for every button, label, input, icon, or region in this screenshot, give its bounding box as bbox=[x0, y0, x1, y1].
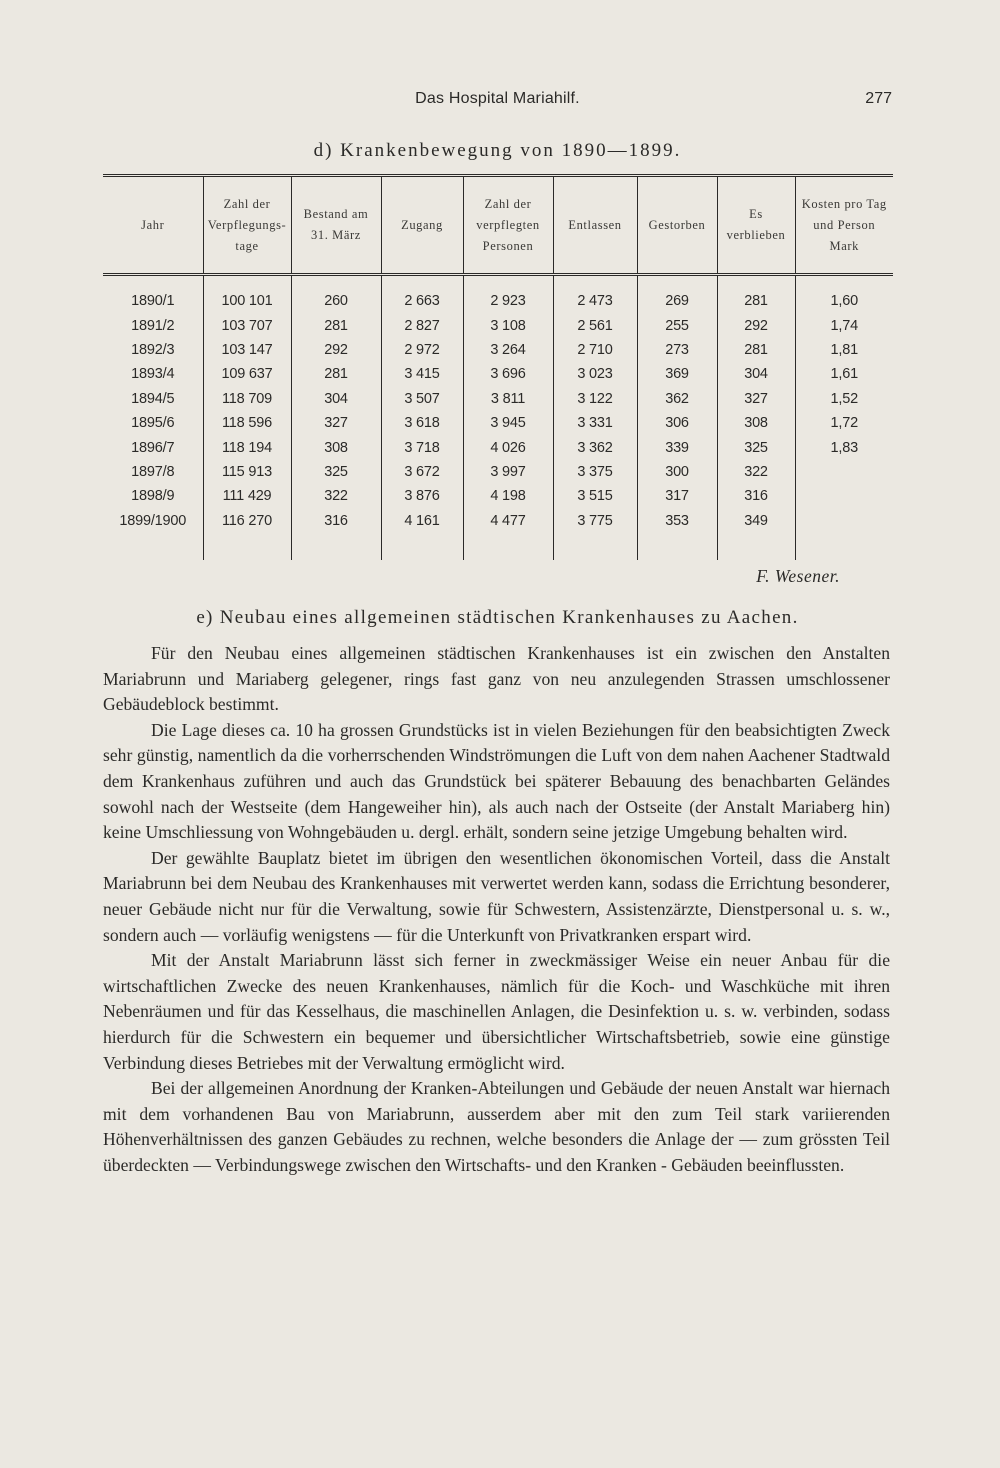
table-cell: 1,61 bbox=[795, 362, 893, 386]
table-cell: 273 bbox=[637, 338, 717, 362]
table-row bbox=[103, 484, 893, 508]
table-cell: 255 bbox=[637, 313, 717, 337]
table-cell: 322 bbox=[717, 460, 795, 484]
table-cell: 3 362 bbox=[553, 435, 637, 459]
table-cell: 3 331 bbox=[553, 411, 637, 435]
table-cell: 1,72 bbox=[795, 411, 893, 435]
table-cell: 325 bbox=[291, 460, 381, 484]
table-cell: 322 bbox=[291, 484, 381, 508]
table-cell: 2 710 bbox=[553, 338, 637, 362]
table-cell: 100 101 bbox=[203, 289, 291, 313]
section-d-heading: d) Krankenbewegung von 1890—1899. bbox=[313, 140, 682, 161]
table-cell: 3 718 bbox=[381, 435, 463, 459]
table-cell: 3 672 bbox=[381, 460, 463, 484]
table-cell: 369 bbox=[637, 362, 717, 386]
paragraph: Bei der allgemeinen Anordnung der Kranken-Abteilungen und Gebäude der neuen Anstalt war hiernach mit dem vorhandenen Bau von Mariabrunn, ausserdem aber mit den zum Teil stark variierenden Höhenverhältnissen des ganzen Gebäudes zu rechnen, welche besonders die Anlage der — zum grössten Teil überdeckten — Verbindungswege zwischen den Wirtschafts- und den Kranken - Gebäuden beeinflussten. bbox=[103, 1078, 890, 1175]
table-cell: 103 707 bbox=[203, 313, 291, 337]
table-cell bbox=[795, 460, 893, 484]
table-row bbox=[103, 509, 893, 533]
table-cell: 1893/4 bbox=[131, 366, 175, 383]
table-cell: 3 515 bbox=[553, 484, 637, 508]
table-cell: 281 bbox=[717, 289, 795, 313]
column-header: Entlassen bbox=[553, 176, 637, 275]
table-cell: 327 bbox=[291, 411, 381, 435]
section-e-heading: e) Neubau eines allgemeinen städtischen Krankenhauses zu Aachen. bbox=[196, 607, 799, 628]
table-row bbox=[103, 338, 893, 362]
paragraph: Für den Neubau eines allgemeinen städtischen Krankenhauses ist ein zwischen den Anstalten Mariabrunn und Mariaberg gelegener, rings fast ganz von neu anzulegenden Strassen umschlossener Gebäudeblock bestimmt. bbox=[103, 643, 890, 715]
table-cell: 2 923 bbox=[463, 289, 553, 313]
body-text bbox=[103, 641, 890, 1178]
table-cell: 353 bbox=[637, 509, 717, 533]
table-cell: 3 811 bbox=[463, 387, 553, 411]
running-head bbox=[103, 90, 892, 114]
table-cell: 292 bbox=[291, 338, 381, 362]
table-cell: 316 bbox=[291, 509, 381, 533]
table-cell: 2 473 bbox=[553, 289, 637, 313]
table-cell: 111 429 bbox=[203, 484, 291, 508]
table-cell: 306 bbox=[637, 411, 717, 435]
table-cell: 1,81 bbox=[795, 338, 893, 362]
table-body bbox=[103, 275, 893, 560]
column-header: Gestorben bbox=[637, 176, 717, 275]
table-cell: 3 876 bbox=[381, 484, 463, 508]
table-row bbox=[103, 289, 893, 313]
table-cell: 2 663 bbox=[381, 289, 463, 313]
table-cell: 109 637 bbox=[203, 362, 291, 386]
column-header: Bestand am 31. März bbox=[291, 176, 381, 275]
table-cell: 3 108 bbox=[463, 313, 553, 337]
column-header: Jahr bbox=[103, 176, 203, 275]
column-header: Kosten pro Tag und Person Mark bbox=[795, 176, 893, 275]
author-signature: F. Wesener. bbox=[756, 566, 840, 586]
table-cell: 260 bbox=[291, 289, 381, 313]
table-cell: 1895/6 bbox=[131, 415, 175, 432]
table-cell: 317 bbox=[637, 484, 717, 508]
table-cell bbox=[795, 509, 893, 533]
paragraph: Mit der Anstalt Mariabrunn lässt sich ferner in zweckmässiger Weise ein neuer Anbau für die wirtschaftlichen Zwecke des neuen Krankenhauses, nämlich für die Koch- und Waschküche mit ihren Nebenräumen und für das Kesselhaus, die maschinellen Anlagen, die Desinfektion u. s. w. verbinden, sodass hierdurch für die Schwestern ein bequemer und übersichtlicher Wirtschaftsbetrieb, sowie eine günstige Verbindung dieses Betriebes mit der Verwaltung ermöglicht wird. bbox=[103, 950, 890, 1073]
table-cell: 1892/3 bbox=[131, 341, 175, 358]
table-cell: 1,60 bbox=[795, 289, 893, 313]
table-cell: 304 bbox=[717, 362, 795, 386]
table-cell: 1899/1900 bbox=[119, 512, 187, 529]
table-cell: 4 477 bbox=[463, 509, 553, 533]
table-cell: 103 147 bbox=[203, 338, 291, 362]
table-row bbox=[103, 387, 893, 411]
table-cell: 3 023 bbox=[553, 362, 637, 386]
table-cell: 1891/2 bbox=[131, 317, 175, 334]
table-cell: 1894/5 bbox=[131, 390, 175, 407]
page-number: 277 bbox=[865, 90, 892, 107]
table-cell: 3 415 bbox=[381, 362, 463, 386]
column-header: Zugang bbox=[381, 176, 463, 275]
table-row bbox=[103, 313, 893, 337]
table-cell: 325 bbox=[717, 435, 795, 459]
table-cell: 4 026 bbox=[463, 435, 553, 459]
column-header: Zahl der Verpflegungs-tage bbox=[203, 176, 291, 275]
table-cell: 3 696 bbox=[463, 362, 553, 386]
table-cell: 1,83 bbox=[795, 435, 893, 459]
table-cell: 2 827 bbox=[381, 313, 463, 337]
table-cell: 1898/9 bbox=[131, 488, 175, 505]
paragraph: Die Lage dieses ca. 10 ha grossen Grundstücks ist in vielen Beziehungen für den beabsichtigten Zweck sehr günstig, namentlich da die vorherrschenden Windströmungen die Luft von dem nahen Aachener Stadtwald dem Krankenhaus zuführen und auch das Grundstück bei späterer Bebauung des benachbarten Geländes sowohl nach der Westseite (dem Hangeweiher hin), als auch nach der Ostseite (der Anstalt Mariaberg hin) keine Umschliessung von Wohngebäuden u. dergl. erhält, sondern seine jetzige Umgebung behalten wird. bbox=[103, 719, 890, 843]
running-title: Das Hospital Mariahilf. bbox=[415, 90, 580, 107]
patient-movement-table bbox=[103, 174, 893, 560]
table-row bbox=[103, 435, 893, 459]
table-cell: 349 bbox=[717, 509, 795, 533]
table-cell: 281 bbox=[717, 338, 795, 362]
table-cell: 3 775 bbox=[553, 509, 637, 533]
table-cell: 2 561 bbox=[553, 313, 637, 337]
table-cell: 269 bbox=[637, 289, 717, 313]
table-cell: 2 972 bbox=[381, 338, 463, 362]
table-cell: 116 270 bbox=[203, 509, 291, 533]
table-cell: 281 bbox=[291, 362, 381, 386]
table-cell: 3 945 bbox=[463, 411, 553, 435]
table-cell: 1890/1 bbox=[131, 293, 175, 310]
table-cell: 304 bbox=[291, 387, 381, 411]
table-cell: 4 198 bbox=[463, 484, 553, 508]
table-cell: 1897/8 bbox=[131, 463, 175, 480]
table-cell: 308 bbox=[291, 435, 381, 459]
table-cell: 118 709 bbox=[203, 387, 291, 411]
table-cell: 1,74 bbox=[795, 313, 893, 337]
table-cell: 3 618 bbox=[381, 411, 463, 435]
table-cell: 327 bbox=[717, 387, 795, 411]
table-cell: 1,52 bbox=[795, 387, 893, 411]
table-cell: 4 161 bbox=[381, 509, 463, 533]
table-cell: 339 bbox=[637, 435, 717, 459]
table-cell: 115 913 bbox=[203, 460, 291, 484]
table-row bbox=[103, 411, 893, 435]
table-cell bbox=[795, 484, 893, 508]
table-cell: 1896/7 bbox=[131, 439, 175, 456]
table-cell: 3 507 bbox=[381, 387, 463, 411]
table-cell: 281 bbox=[291, 313, 381, 337]
paragraph: Der gewählte Bauplatz bietet im übrigen den wesentlichen ökonomischen Vorteil, dass die Anstalt Mariabrunn bei dem Neubau des Krankenhauses mit verwertet werden kann, sodass die Errichtung besonderer, neuer Gebäude nicht nur für die Verwaltung, sowie für Schwestern, Assistenzärzte, Dienstpersonal u. s. w., sondern auch — vorläufig wenigstens — für die Unterkunft von Privatkranken erspart wird. bbox=[103, 847, 890, 945]
table-cell: 300 bbox=[637, 460, 717, 484]
column-header: Zahl der verpflegten Personen bbox=[463, 176, 553, 275]
table-cell: 3 375 bbox=[553, 460, 637, 484]
table-cell: 362 bbox=[637, 387, 717, 411]
table-cell: 118 596 bbox=[203, 411, 291, 435]
table-cell: 3 264 bbox=[463, 338, 553, 362]
table-cell: 292 bbox=[717, 313, 795, 337]
table-header-row bbox=[103, 176, 893, 275]
table-cell: 118 194 bbox=[203, 435, 291, 459]
table-cell: 308 bbox=[717, 411, 795, 435]
table-cell: 3 997 bbox=[463, 460, 553, 484]
column-header: Es verblieben bbox=[717, 176, 795, 275]
table-row bbox=[103, 460, 893, 484]
table-row bbox=[103, 362, 893, 386]
table-cell: 316 bbox=[717, 484, 795, 508]
table-cell: 3 122 bbox=[553, 387, 637, 411]
